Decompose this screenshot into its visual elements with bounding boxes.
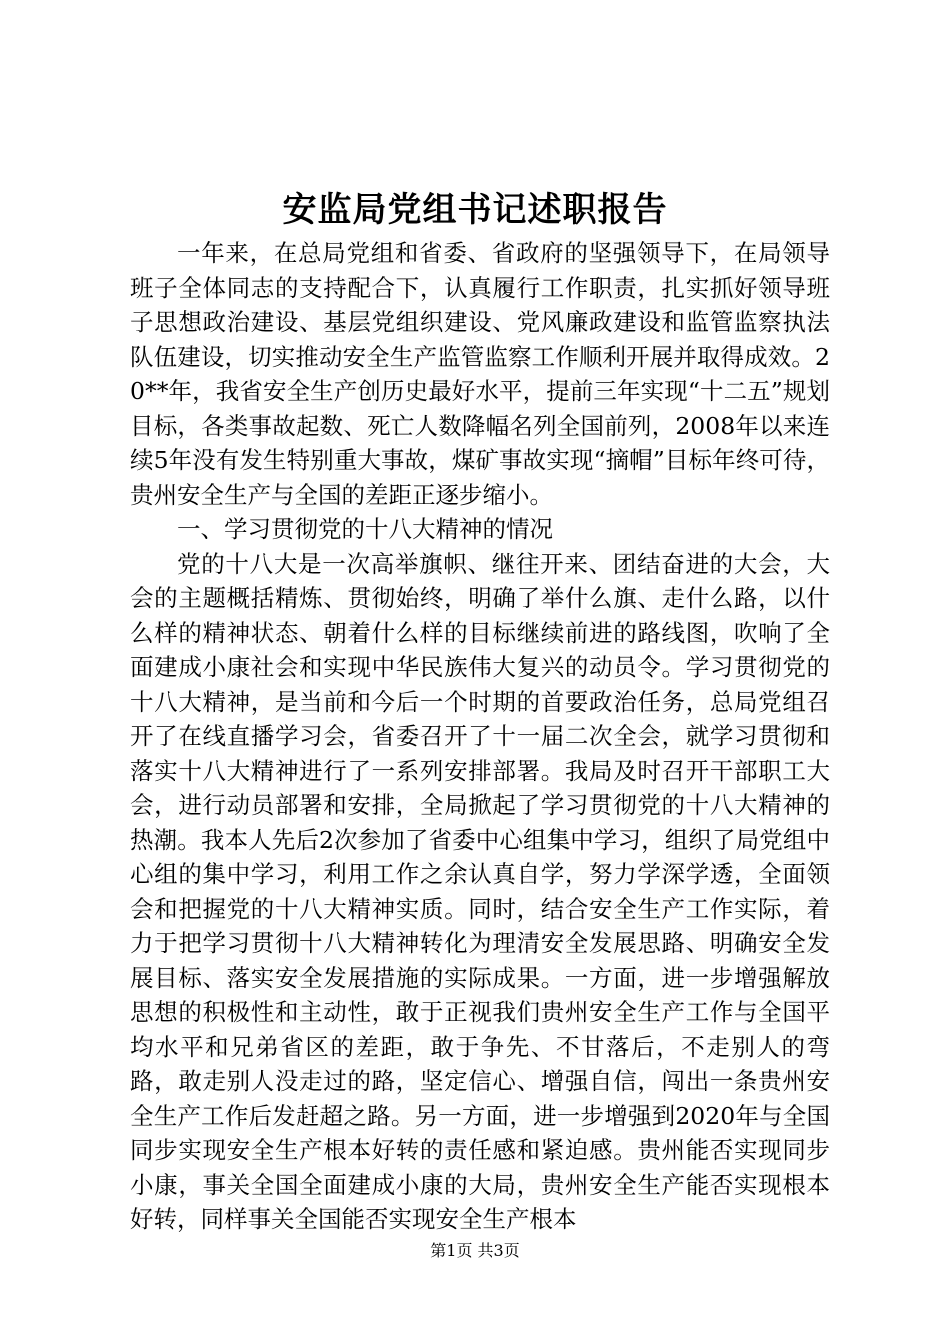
intro-paragraph: 一年来，在总局党组和省委、省政府的坚强领导下，在局领导班子全体同志的支持配合下，认真履行工作职责，扎实抓好领导班子思想政治建设、基层党组织建设、党风廉政建设和监管监察执法队伍建设，切实推动安全生产监管监察工作顺利开展并取得成效。20**年，我省安全生产创历史最好水平，提前三年实现“十二五”规划目标，各类事故起数、死亡人数降幅名列全国前列，2008年以来连续5年没有发生特别重大事故，煤矿事故实现“摘帽”目标年终可待，贵州安全生产与全国的差距正逐步缩小。 [130, 239, 830, 509]
document-body [130, 236, 830, 1237]
section-paragraph: 党的十八大是一次高举旗帜、继往开来、团结奋进的大会，大会的主题概括精炼、贯彻始终，明确了举什么旗、走什么路，以什么样的精神状态、朝着什么样的目标继续前进的路线图，吹响了全面建成小康社会和实现中华民族伟大复兴的动员令。学习贯彻党的十八大精神，是当前和今后一个时期的首要政治任务，总局党组召开了在线直播学习会，省委召开了十一届二次全会，就学习贯彻和落实十八大精神进行了一系列安排部署。我局及时召开干部职工大会，进行动员部署和安排，全局掀起了学习贯彻党的十八大精神的热潮。我本人先后2次参加了省委中心组集中学习，组织了局党组中心组的集中学习，利用工作之余认真自学，努力学深学透，全面领会和把握党的十八大精神实质。同时，结合安全生产工作实际，着力于把学习贯彻十八大精神转化为理清安全发展思路、明确安全发展目标、落实安全发展措施的实际成果。一方面，进一步增强解放思想的积极性和主动性，敢于正视我们贵州安全生产工作与全国平均水平和兄弟省区的差距，敢于争先、不甘落后，不走别人的弯路，敢走别人没走过的路，坚定信心、增强自信，闯出一条贵州安全生产工作后发赶超之路。另一方面，进一步增强到2020年与全国同步实现安全生产根本好转的责任感和紧迫感。贵州能否实现同步小康，事关全国全面建成小康的大局，贵州安全生产能否实现根本好转，同样事关全国能否实现安全生产根本 [130, 549, 830, 1233]
document-title: 安监局党组书记述职报告 [282, 190, 668, 230]
page-footer: 第1页 共3页 [430, 1241, 520, 1260]
section-heading: 一、学习贯彻党的十八大精神的情况 [177, 515, 553, 543]
